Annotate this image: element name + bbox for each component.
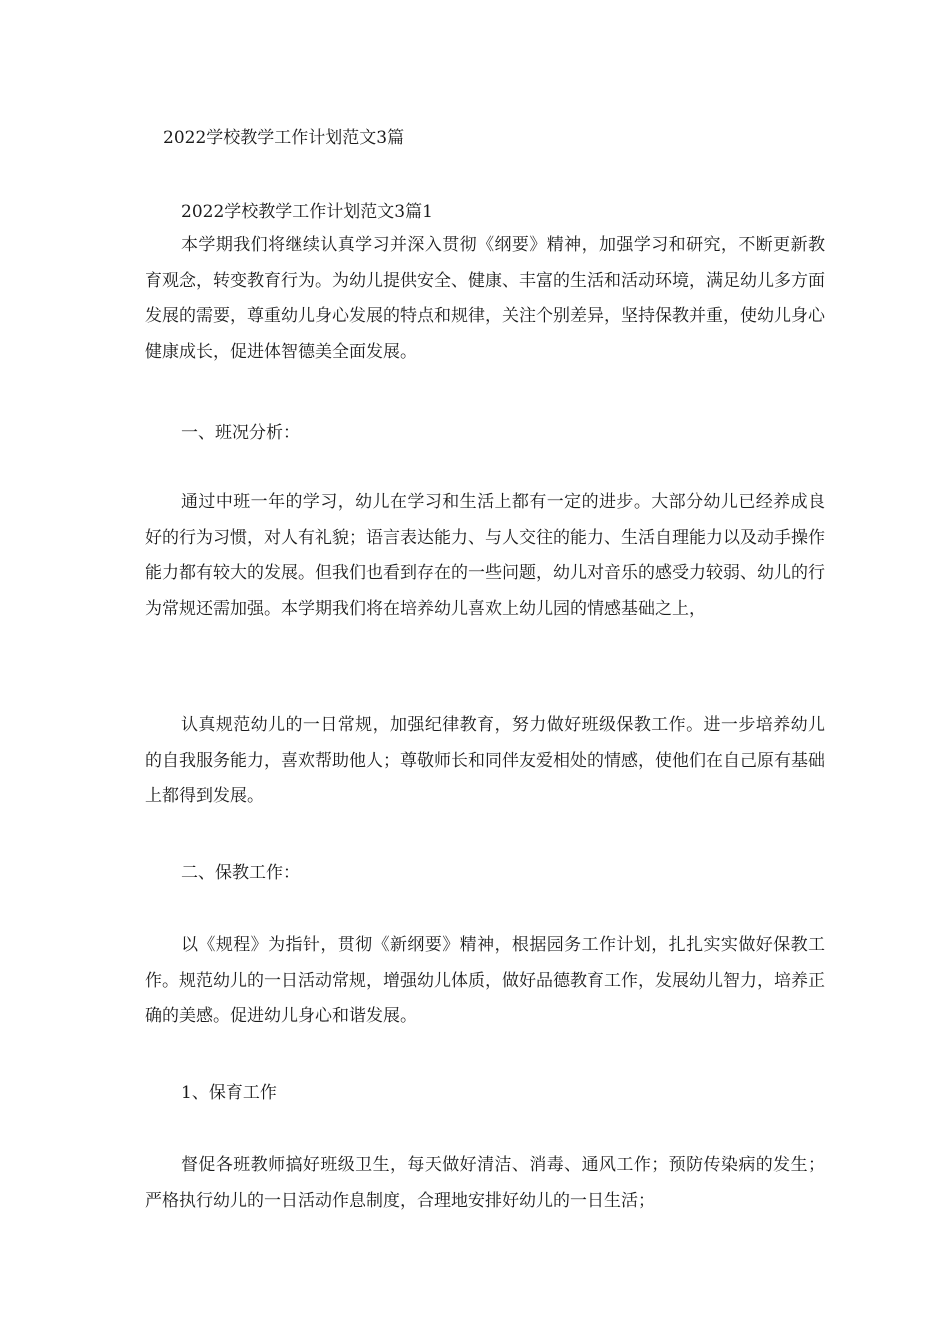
care-education-paragraph: 以《规程》为指针，贯彻《新纲要》精神，根据园务工作计划，扎扎实实做好保教工作。规范幼儿的一日活动常规，增强幼儿体质，做好品德教育工作，发展幼儿智力，培养正确的美感。促进幼儿身心和谐发展。 — [145, 935, 825, 1026]
intro-paragraph: 本学期我们将继续认真学习并深入贯彻《纲要》精神，加强学习和研究，不断更新教育观念，转变教育行为。为幼儿提供安全、健康、丰富的生活和活动环境，满足幼儿多方面发展的需要，尊重幼儿身心发展的特点和规律，关注个别差异，坚持保教并重，使幼儿身心健康成长，促进体智德美全面发展。 — [145, 235, 825, 362]
care-work-paragraph: 督促各班教师搞好班级卫生，每天做好清洁、消毒、通风工作；预防传染病的发生；严格执行幼儿的一日活动作息制度，合理地安排好幼儿的一日生活； — [145, 1155, 825, 1211]
section-heading-care-education: 二、保教工作： — [181, 863, 300, 883]
document-title: 2022学校教学工作计划范文3篇 — [163, 128, 405, 148]
subsection-heading-care-work: 1、保育工作 — [181, 1083, 277, 1103]
class-analysis-paragraph-2: 认真规范幼儿的一日常规，加强纪律教育，努力做好班级保教工作。进一步培养幼儿的自我服务能力，喜欢帮助他人；尊敬师长和同伴友爱相处的情感，使他们在自己原有基础上都得到发展。 — [145, 715, 825, 806]
section-heading-class-analysis: 一、班况分析： — [181, 423, 300, 443]
document-subtitle: 2022学校教学工作计划范文3篇1 — [181, 202, 433, 222]
class-analysis-paragraph-1: 通过中班一年的学习，幼儿在学习和生活上都有一定的进步。大部分幼儿已经养成良好的行为习惯，对人有礼貌；语言表达能力、与人交往的能力、生活自理能力以及动手操作能力都有较大的发展。但我们也看到存在的一些问题，幼儿对音乐的感受力较弱、幼儿的行为常规还需加强。本学期我们将在培养幼儿喜欢上幼儿园的情感基础之上， — [145, 492, 825, 619]
